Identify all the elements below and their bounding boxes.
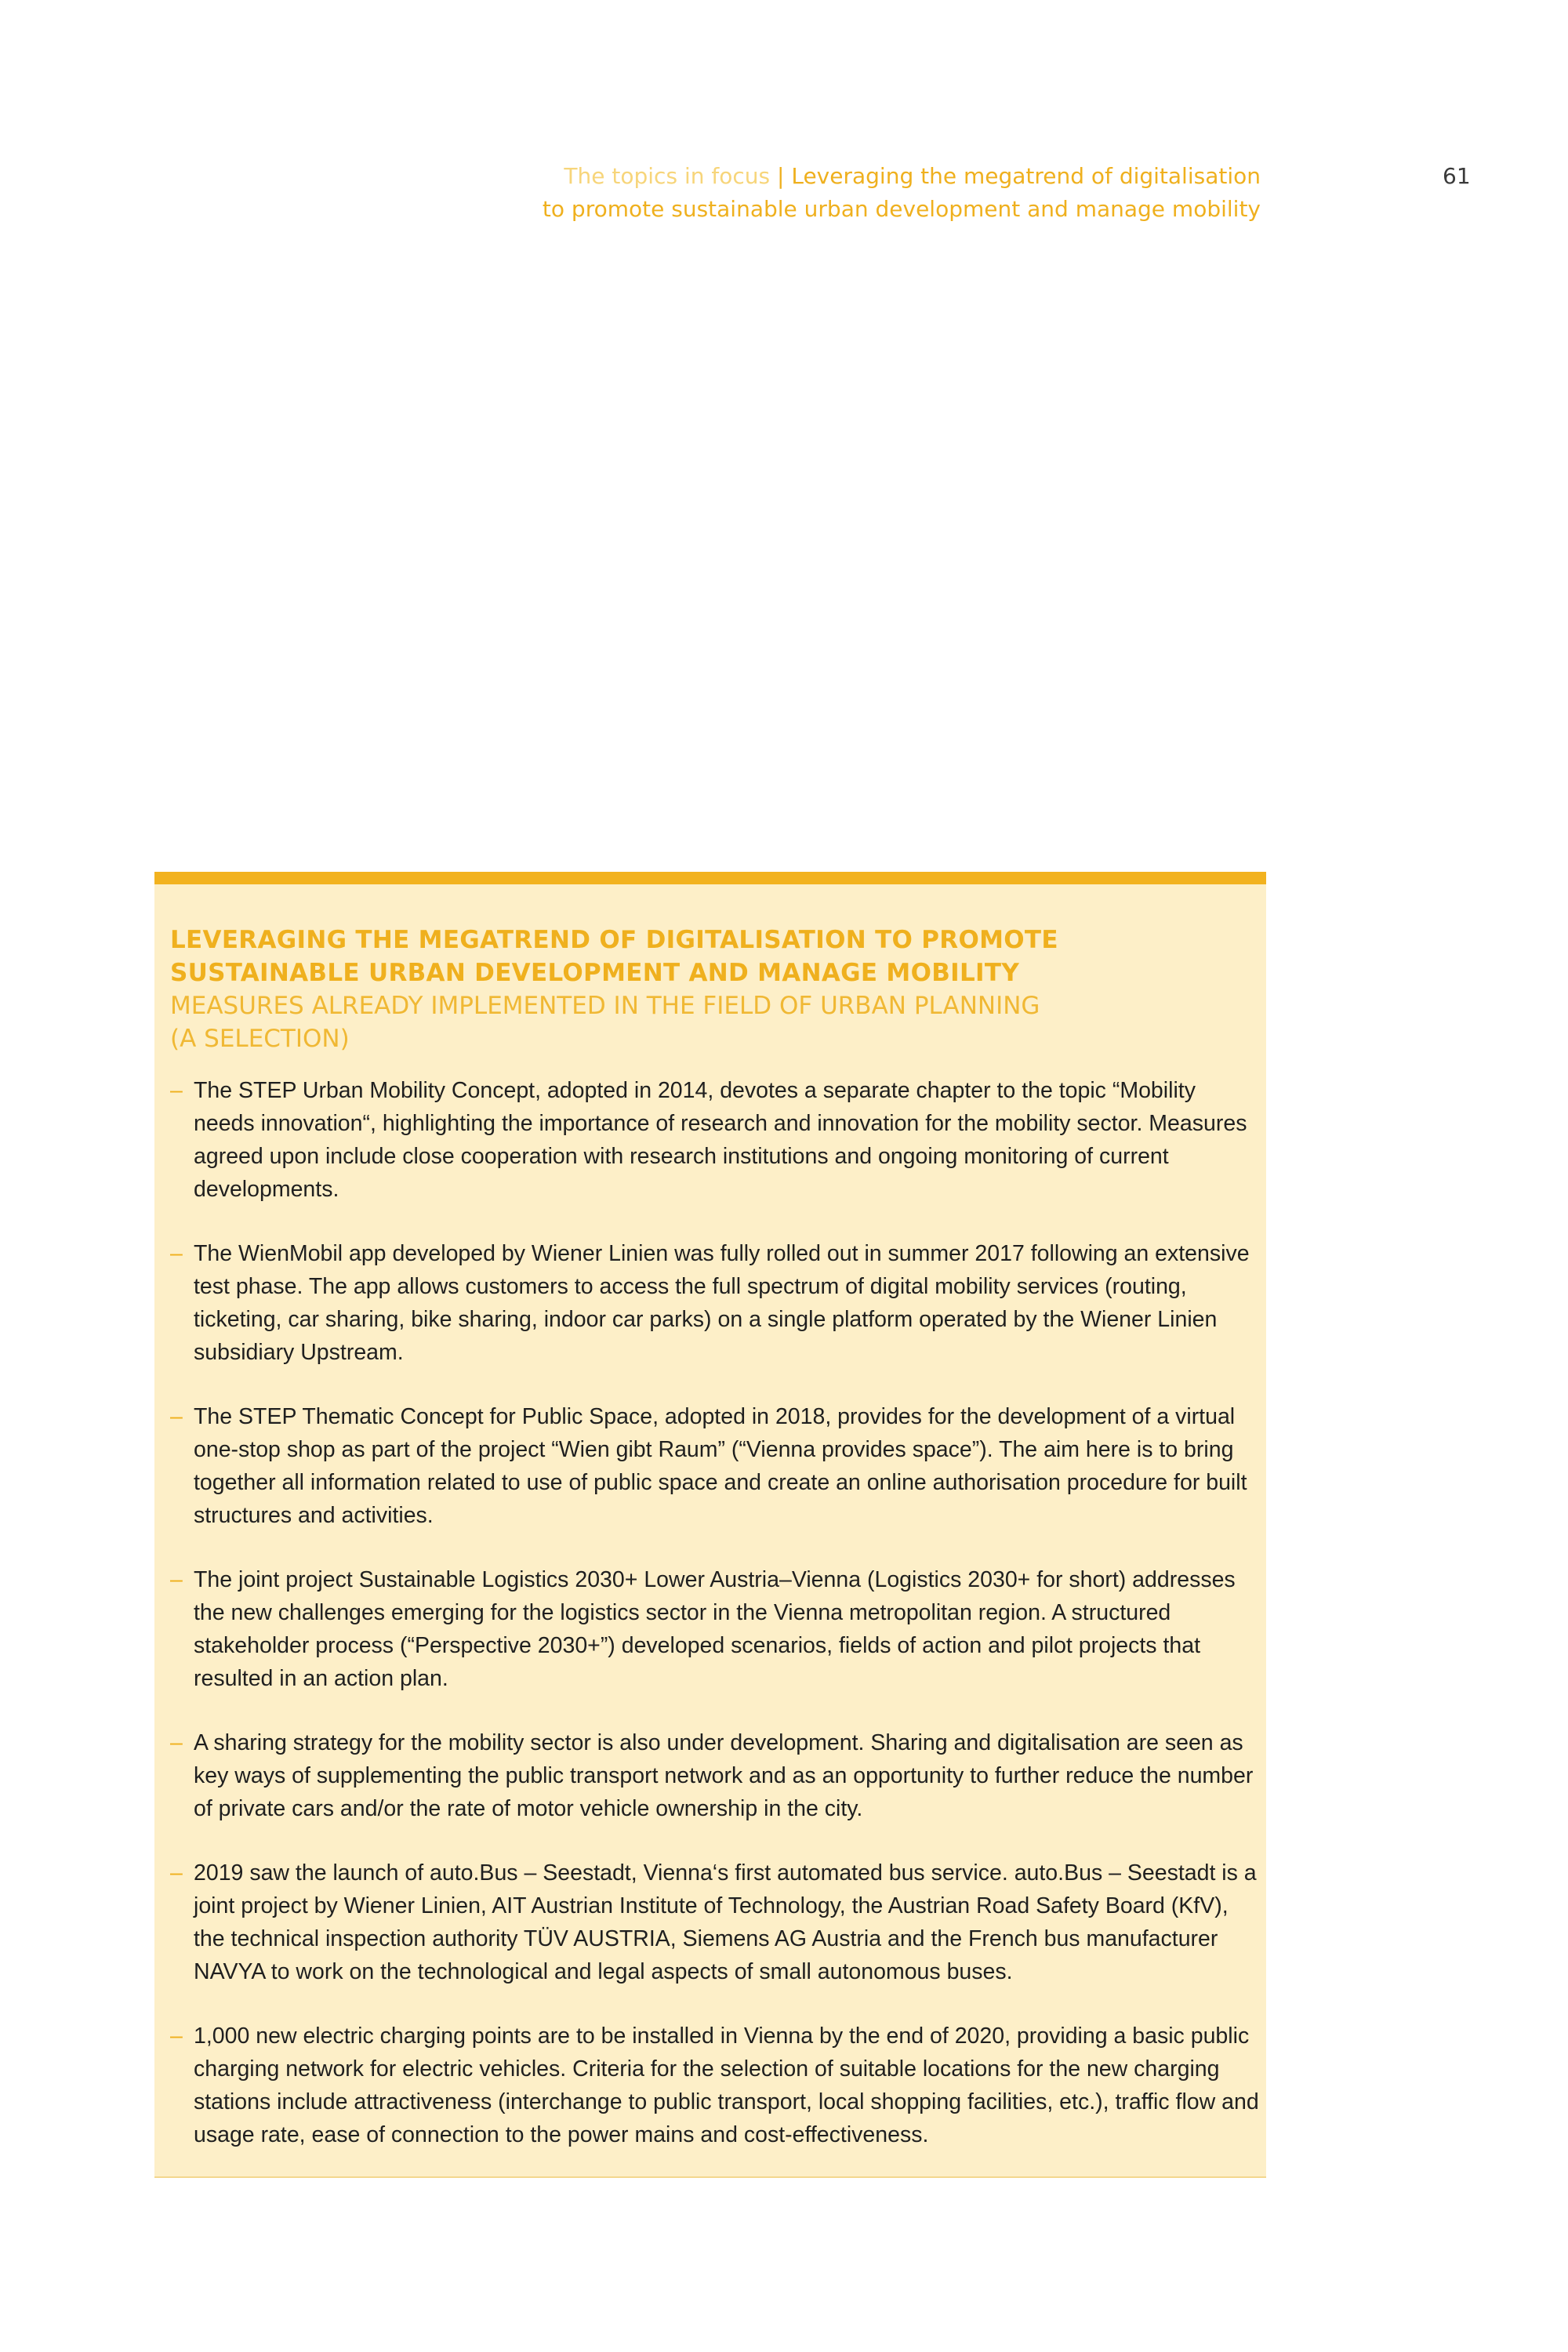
- bullet-dash: –: [170, 1404, 183, 1429]
- measure-text: The joint project Sustainable Logistics 2030+ Lower Austria–Vienna (Logistics 2030+ for short) addresses the new challenges emerging for the logistics sector in the Vienna metropolitan region. A structured stakeholder process (“Perspective 2030+”) developed scenarios, fields of action and pilot projects that resulted in an action plan.: [194, 1567, 1236, 1691]
- bullet-dash: –: [170, 1860, 183, 1886]
- box-subtitle-line-1: MEASURES ALREADY IMPLEMENTED IN THE FIELD OF URBAN PLANNING: [170, 992, 1040, 1020]
- running-header-line-1: [477, 160, 1261, 193]
- chapter-title-line-2: to promote sustainable urban development and manage mobility: [542, 196, 1261, 222]
- bullet-dash: –: [170, 1078, 183, 1103]
- list-item: [170, 1074, 1260, 1206]
- box-subtitle-line-2: (A SELECTION): [170, 1025, 350, 1053]
- measures-list: [170, 1074, 1260, 2183]
- chapter-title-line-1: Leveraging the megatrend of digitalisation: [791, 163, 1261, 189]
- measures-info-box: [154, 872, 1266, 2178]
- bullet-dash: –: [170, 2024, 183, 2049]
- box-title-line-1: LEVERAGING THE MEGATREND OF DIGITALISATION TO PROMOTE: [170, 926, 1058, 954]
- measure-text: 2019 saw the launch of auto.Bus – Seestadt, Vienna‘s first automated bus service. auto.Bus – Seestadt is a joint project by Wiener Linien, AIT Austrian Institute of Technology, the Austrian Road Safety Board (KfV), the technical inspection authority TÜV AUSTRIA, Siemens AG Austria and the French bus manufacturer NAVYA to work on the technological and legal aspects of small autonomous buses.: [194, 1860, 1257, 1984]
- bullet-dash: –: [170, 1241, 183, 1266]
- running-header: [477, 160, 1261, 226]
- list-item: [170, 1400, 1260, 1532]
- measure-text: The STEP Urban Mobility Concept, adopted in 2014, devotes a separate chapter to the topic “Mobility needs innovation“, highlighting the importance of research and innovation for the mobility sector. Measures agreed upon include close cooperation with research institutions and ongoing monitoring of current developments.: [194, 1078, 1247, 1202]
- section-label: The topics in focus: [564, 163, 771, 189]
- bullet-dash: –: [170, 1567, 183, 1592]
- box-subtitle: [170, 989, 1189, 1055]
- measure-text: The STEP Thematic Concept for Public Space, adopted in 2018, provides for the development of a virtual one-stop shop as part of the project “Wien gibt Raum” (“Vienna provides space”). The aim here is to bring together all information related to use of public space and create an online authorisation procedure for built structures and activities.: [194, 1404, 1247, 1528]
- measure-text: A sharing strategy for the mobility sector is also under development. Sharing and digitalisation are seen as key ways of supplementing the public transport network and as an opportunity to further reduce the number of private cars and/or the rate of motor vehicle ownership in the city.: [194, 1730, 1254, 1821]
- list-item: [170, 1726, 1260, 1825]
- page-number: 61: [1443, 163, 1471, 189]
- list-item: [170, 1563, 1260, 1695]
- list-item: [170, 2020, 1260, 2151]
- box-title: [170, 924, 1189, 989]
- box-title-line-2: SUSTAINABLE URBAN DEVELOPMENT AND MANAGE MOBILITY: [170, 959, 1020, 987]
- list-item: [170, 1857, 1260, 1988]
- measure-text: 1,000 new electric charging points are to be installed in Vienna by the end of 2020, providing a basic public charging network for electric vehicles. Criteria for the selection of suitable locations for the new charging stations include attractiveness (interchange to public transport, local shopping facilities, etc.), traffic flow and usage rate, ease of connection to the power mains and cost-effectiveness.: [194, 2024, 1259, 2147]
- list-item: [170, 1237, 1260, 1369]
- measure-text: The WienMobil app developed by Wiener Linien was fully rolled out in summer 2017 following an extensive test phase. The app allows customers to access the full spectrum of digital mobility services (routing, ticketing, car sharing, bike sharing, indoor car parks) on a single platform operated by the Wiener Linien subsidiary Upstream.: [194, 1241, 1250, 1365]
- bullet-dash: –: [170, 1730, 183, 1755]
- header-separator: |: [777, 163, 785, 189]
